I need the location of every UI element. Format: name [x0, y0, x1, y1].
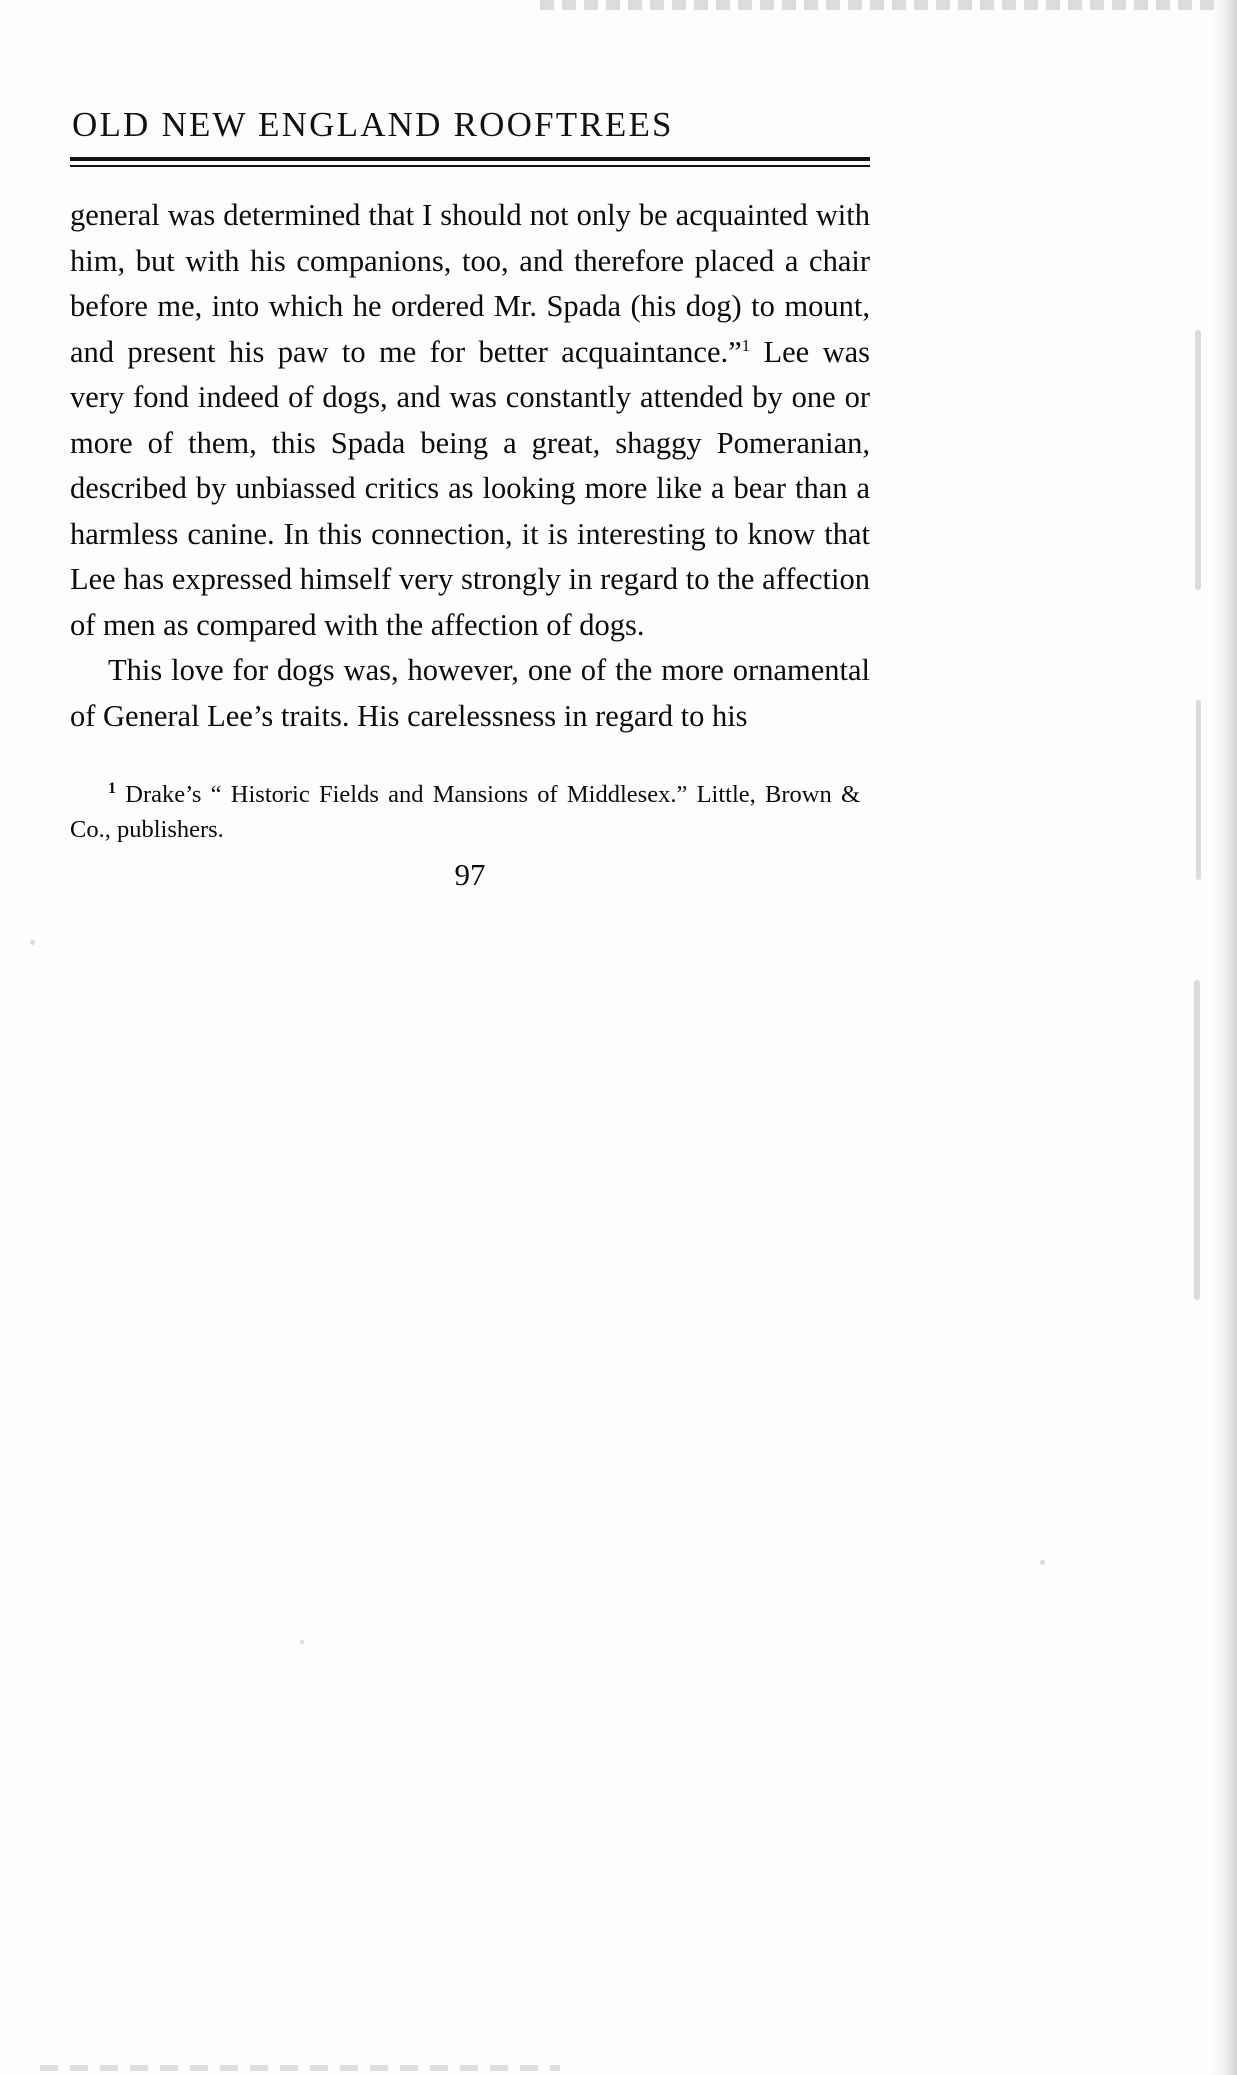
scan-artifact-speck — [30, 940, 35, 945]
page-title: OLD NEW ENGLAND ROOFTREES — [72, 105, 674, 144]
header-rule-thick — [70, 157, 870, 161]
page-number: 97 — [454, 857, 486, 892]
header-rule-thin — [70, 165, 870, 167]
footnote-reference-marker: 1 — [741, 335, 751, 355]
scan-artifact-speck — [1196, 700, 1201, 880]
header-double-rule — [70, 157, 870, 167]
scan-artifact-bottom-edge — [40, 2065, 560, 2071]
footnote-marker: 1 — [108, 779, 116, 797]
paragraph-this-love — [70, 648, 870, 739]
body-text — [70, 193, 870, 739]
scan-artifact-speck — [300, 1640, 304, 1644]
paragraph-continued-text-rest: Lee was very fond indeed of dogs, and was constantly attended by one or more of them, this Spada being a great, shaggy Pomeranian, described by unbiassed critics as looking more like a bear than a harmless canine. In this connection, it is interesting to know that Lee has expressed himself very strongly in regard to the affection of men as compared with the affection of dogs. — [70, 334, 870, 642]
scan-artifact-right-edge — [1211, 0, 1237, 2075]
footnote — [70, 777, 860, 847]
footnote-block — [70, 777, 860, 847]
paragraph-continued — [70, 193, 870, 648]
page-content — [70, 105, 870, 893]
footnote-line — [70, 777, 860, 847]
scan-artifact-speck — [1040, 1560, 1045, 1565]
paragraph-continued-text: general was determined that I should not only be acquainted with him, but with his companions, too, and therefore placed a chair before me, into which he ordered Mr. Spada (his dog) to mount, and present his paw to me for better acquaintance.” — [70, 198, 870, 369]
scan-artifact-speck — [1195, 330, 1201, 590]
scan-artifact-speck — [1194, 980, 1200, 1300]
scan-artifact-top-edge — [540, 0, 1217, 10]
footnote-text: Drake’s “ Historic Fields and Mansions of Middlesex.” Little, Brown & Co., publishers. — [70, 781, 861, 843]
paragraph-this-love-text: This love for dogs was, however, one of the more ornamental of General Lee’s traits. His carelessness in regard to his — [70, 653, 870, 733]
